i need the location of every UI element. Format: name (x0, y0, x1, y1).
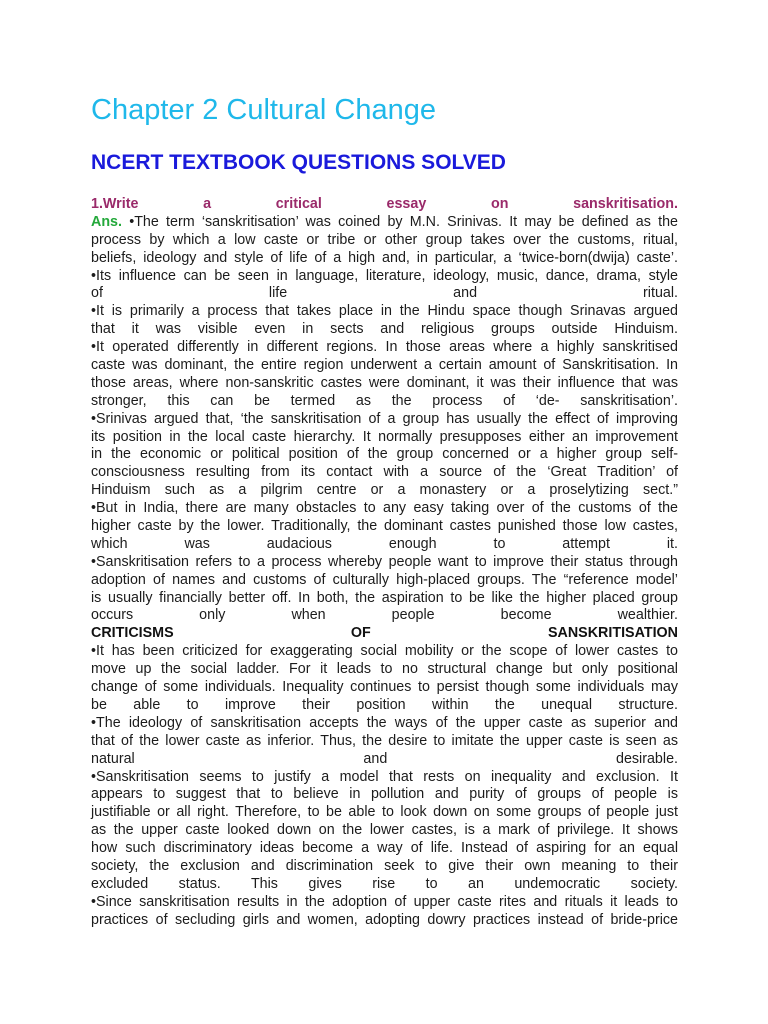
body-line: •Sanskritisation seems to justify a model that rests on inequality and exclusion. It (91, 768, 678, 785)
document-content (91, 92, 678, 928)
body-line: those areas, where non-sanskritic castes were dominant, it was their influence that was (91, 374, 678, 391)
body-line: that it was visible even in sects and religious groups outside Hinduism. (91, 321, 678, 338)
body-line: practices of secluding girls and women, adopting dowry practices instead of bride-price (91, 911, 678, 928)
body-line: •The ideology of sanskritisation accepts the ways of the upper caste as superior and (91, 714, 678, 731)
body-line: Hinduism such as a pilgrim centre or a monastery or a proselytizing sect.” (91, 482, 678, 499)
body-line: adoption of names and customs of culturally high-placed groups. The “reference model’ (91, 571, 678, 588)
body-line: natural and desirable. (91, 750, 678, 767)
body-line: •Its influence can be seen in language, literature, ideology, music, dance, drama, style (91, 267, 678, 284)
body-line: caste was dominant, the entire region underwent a certain amount of Sanskritisation. In (91, 357, 678, 374)
body-line: in the economic or political position of the group concerned or a higher group self- (91, 446, 678, 463)
body-line: appears to suggest that to believe in pollution and purity of groups of people is (91, 786, 678, 803)
section-title: NCERT TEXTBOOK QUESTIONS SOLVED (91, 151, 506, 174)
document-body (91, 196, 678, 930)
body-line: higher caste by the lower. Traditionally, the dominant castes punished those low castes, (91, 518, 678, 535)
body-line: •It operated differently in different regions. In those areas where a highly sanskritised (91, 339, 678, 356)
chapter-title: Chapter 2 Cultural Change (91, 94, 436, 126)
body-line: be able to improve their position within the unequal structure. (91, 696, 678, 713)
body-line: stronger, this can be termed as the process of ‘de- sanskritisation’. (91, 392, 678, 409)
body-line: change of some individuals. Inequality continues to persist though some individuals may (91, 679, 678, 696)
body-line: society, the exclusion and discrimination seek to give their own meaning to their (91, 857, 678, 874)
body-line: as the upper caste looked down on the lower castes, is a mark of privilege. It shows (91, 822, 678, 839)
body-line: •Srinivas argued that, ‘the sanskritisation of a group has usually the effect of improving (91, 410, 678, 427)
answer-intro: •The term ‘sanskritisation’ was coined by M.N. Srinivas. It may be defined as the (121, 213, 678, 230)
body-line: •Sanskritisation refers to a process whereby people want to improve their status through (91, 553, 678, 570)
criticisms-heading: CRITICISMS OF SANSKRITISATION (91, 625, 678, 642)
body-line: •It is primarily a process that takes place in the Hindu space though Srinavas argued (91, 303, 678, 320)
body-line: which was audacious enough to attempt it. (91, 535, 678, 552)
body-line: occurs only when people become wealthier. (91, 607, 678, 624)
body-line: •Since sanskritisation results in the adoption of upper caste rites and rituals it leads to (91, 893, 678, 910)
answer-first-line (91, 214, 678, 232)
body-line: justifiable or all right. Therefore, to be able to look down on some groups of people just (91, 804, 678, 821)
body-line: beliefs, ideology and style of life of a high and, in particular, a ‘twice-born(dwija) caste’. (91, 249, 678, 266)
body-line: process by which a low caste or tribe or other group takes over the customs, ritual, (91, 231, 678, 248)
answer-label: Ans. (91, 213, 122, 230)
body-line: excluded status. This gives rise to an undemocratic society. (91, 875, 678, 892)
body-line: that of the lower caste as inferior. Thus, the desire to imitate the upper caste is seen as (91, 732, 678, 749)
body-line: move up the social ladder. For it leads to no structural change but only positional (91, 661, 678, 678)
body-line: how such discriminatory ideas become a way of life. Instead of aspiring for an equal (91, 840, 678, 857)
question-line: 1.Write a critical essay on sanskritisation. (91, 196, 678, 212)
body-line: •But in India, there are many obstacles to any easy taking over of the customs of the (91, 500, 678, 517)
body-line: consciousness resulting from its contact with a source of the ‘Great Tradition’ of (91, 464, 678, 481)
body-line: of life and ritual. (91, 285, 678, 302)
body-line: is usually financially better off. In both, the aspiration to be like the higher placed group (91, 589, 678, 606)
body-line: its position in the local caste hierarchy. It normally presupposes either an improvement (91, 428, 678, 445)
body-line: •It has been criticized for exaggerating social mobility or the scope of lower castes to (91, 643, 678, 660)
